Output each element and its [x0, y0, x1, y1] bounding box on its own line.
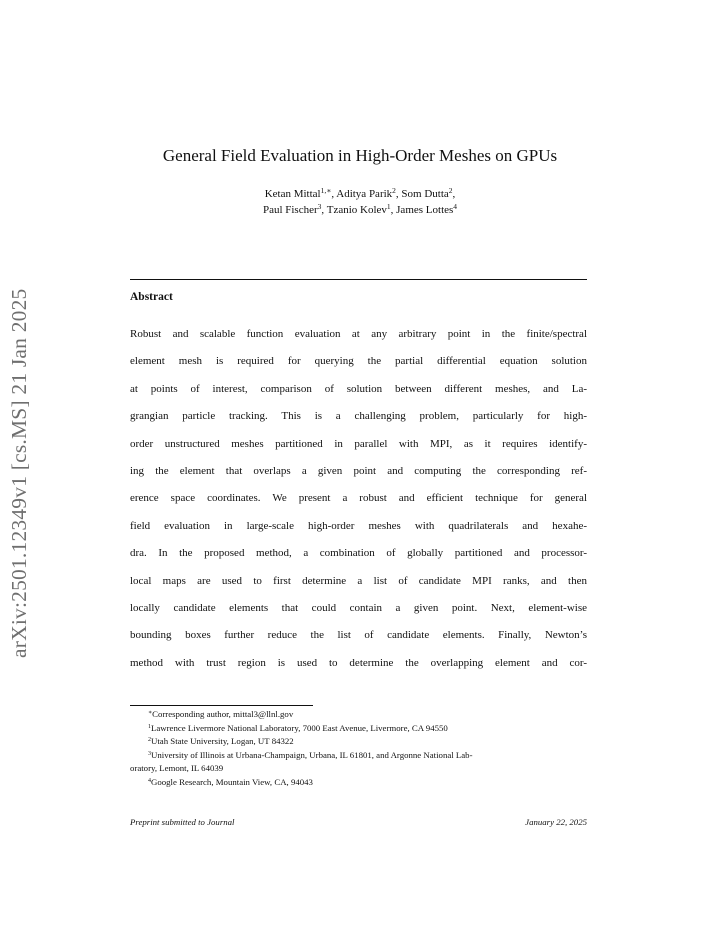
author-affiliation: 3 [317, 202, 322, 211]
footnote [130, 749, 587, 776]
abstract-line: order unstructured meshes partitioned in parallel with MPI, as it requires identify- [130, 437, 587, 450]
author-name: Paul Fischer [262, 204, 318, 216]
author-affiliation: 1 [386, 202, 391, 211]
footnote [130, 708, 587, 722]
preprint-note: Preprint submitted to Journal [130, 817, 235, 827]
author-separator: , [390, 204, 397, 216]
author-name: James Lottes [396, 204, 454, 216]
author-affiliation: 1,∗ [320, 186, 332, 195]
footnote [130, 776, 587, 790]
abstract-line: local maps are used to first determine a list of candidate MPI ranks, and then [130, 574, 587, 587]
author-separator: , [452, 188, 456, 200]
abstract-body [130, 297, 587, 677]
footnote [130, 735, 587, 749]
footnote-marker: 4 [148, 777, 151, 784]
footnote-marker: 2 [148, 737, 151, 744]
author-separator: , [321, 204, 327, 216]
abstract-line: element mesh is required for querying the partial differential equation solution [130, 355, 587, 368]
footnote-marker: 3 [148, 750, 151, 757]
author-line-2 [0, 202, 720, 218]
footnotes [130, 708, 587, 790]
footnote-text: Utah State University, Logan, UT 84322 [151, 736, 294, 747]
abstract-line: grangian particle tracking. This is a challenging problem, particularly for high- [130, 410, 587, 423]
footnote-marker: 1 [148, 723, 151, 730]
paper-title: General Field Evaluation in High-Order Meshes on GPUs [162, 146, 558, 165]
author-separator: , [395, 188, 402, 200]
abstract-line: dra. In the proposed method, a combination of globally partitioned and processor- [130, 547, 587, 560]
author-line-1 [0, 186, 720, 202]
author-name: Aditya Parik [336, 188, 393, 200]
footnote [130, 722, 587, 736]
footnote-text: Corresponding author, mittal3@llnl.gov [152, 709, 294, 719]
author-name: Tzanio Kolev [326, 204, 387, 216]
preprint-date: January 22, 2025 [525, 817, 587, 827]
author-name: Ketan Mittal [264, 188, 321, 200]
abstract-heading: Abstract [130, 291, 173, 303]
abstract-line: ing the element that overlaps a given point and computing the corresponding ref- [130, 464, 587, 477]
abstract-line: field evaluation in large-scale high-order meshes with quadrilaterals and hexahe- [130, 519, 587, 532]
author-affiliation: 2 [392, 186, 396, 195]
footnote-text: Google Research, Mountain View, CA, 94043 [151, 776, 313, 787]
abstract-line: method with trust region is used to determine the overlapping element and cor- [130, 656, 587, 669]
arxiv-stamp: arXiv:2501.12349v1 [cs.MS] 21 Jan 2025 [7, 288, 31, 658]
abstract-line: Robust and scalable function evaluation at any arbitrary point in the finite/spectral [130, 328, 587, 340]
author-list [0, 186, 720, 218]
author-name: Som Dutta [401, 188, 449, 200]
author-affiliation: 4 [453, 202, 458, 211]
abstract-line: locally candidate elements that could contain a given point. Next, element-wise [130, 601, 587, 614]
abstract-top-rule [130, 279, 587, 280]
footnote-text: University of Illinois at Urbana-Champaign, Urbana, IL 61801, and Argonne National Lab- [151, 749, 473, 760]
author-separator: , [331, 188, 337, 200]
author-affiliation: 2 [448, 186, 453, 195]
footnote-text: Lawrence Livermore National Laboratory, 7000 East Avenue, Livermore, CA 94550 [151, 722, 448, 733]
footnote-text-continued: oratory, Lemont, IL 64039 [130, 763, 224, 774]
footnote-marker: ∗ [148, 710, 153, 716]
footnote-rule [130, 705, 313, 706]
abstract-line: erence space coordinates. We present a robust and efficient technique for general [130, 492, 587, 505]
abstract-line: bounding boxes further reduce the list of candidate elements. Finally, Newton’s [130, 629, 587, 642]
abstract-line: at points of interest, comparison of solution between different meshes, and La- [130, 382, 587, 395]
